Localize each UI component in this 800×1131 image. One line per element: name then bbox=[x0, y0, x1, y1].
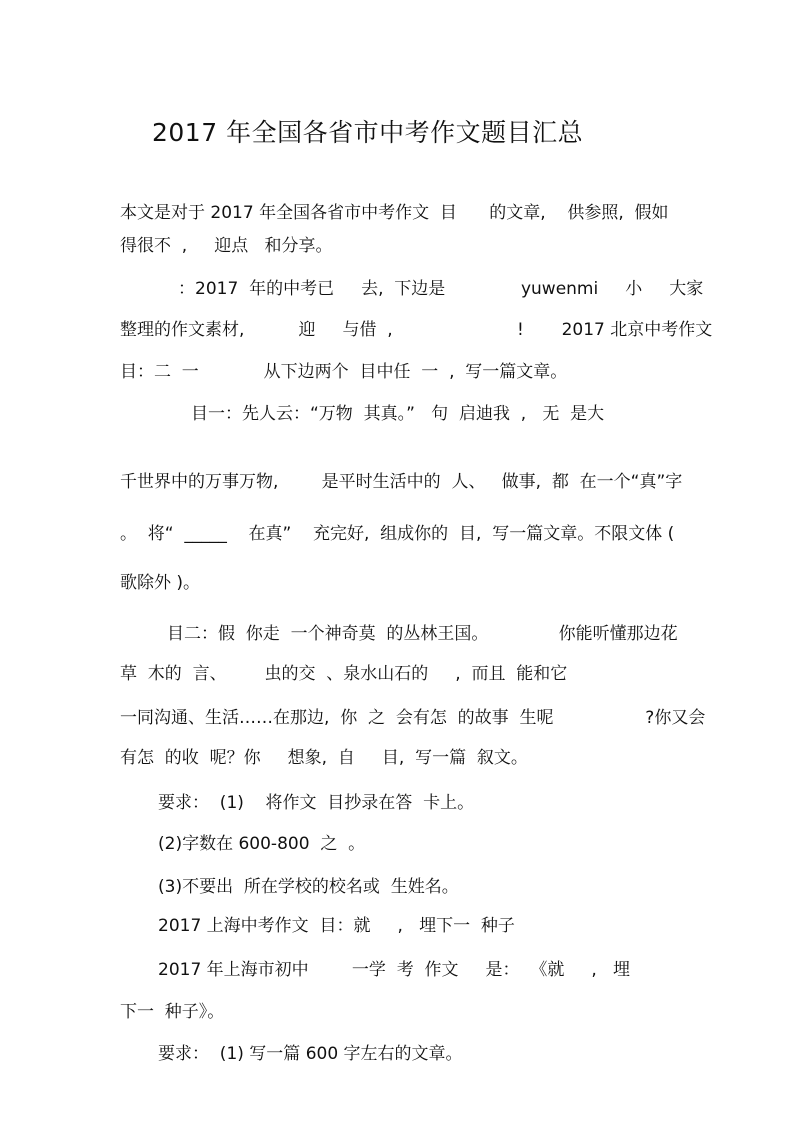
paragraph-line: 目二：假 你走 一个神奇莫 的丛林王国。 你能听懂那边花 bbox=[167, 624, 678, 644]
paragraph-line: 2017 年上海市初中 一学 考 作文 是： 《就 , 埋 bbox=[158, 960, 630, 980]
document-title: 2017 年全国各省市中考作文题目汇总 bbox=[152, 118, 584, 147]
paragraph-line: 目：二 一 从下边两个 目中任 一 , 写一篇文章。 bbox=[120, 362, 568, 382]
requirement-line: 要求： (1) 写一篇 600 字左右的文章。 bbox=[158, 1044, 463, 1064]
requirement-line: (2)字数在 600-800 之 。 bbox=[158, 834, 366, 854]
paragraph-line: 本文是对于 2017 年全国各省市中考作文 目 的文章, 供参照, 假如 bbox=[120, 203, 669, 223]
paragraph-line: ：2017 年的中考已 去, 下边是 yuwenmi 小 大家 bbox=[178, 279, 704, 299]
paragraph-line: 整理的作文素材, 迎 与借 , ! 2017 北京中考作文 bbox=[120, 320, 713, 340]
paragraph-line: 下一 种子》。 bbox=[120, 1002, 225, 1022]
paragraph-line: 得很不 , 迎点 和分享。 bbox=[120, 236, 333, 256]
requirement-line: (3)不要出 所在学校的校名或 生姓名。 bbox=[158, 877, 459, 897]
paragraph-line: 草 木的 言、 虫的交 、泉水山石的 , 而且 能和它 bbox=[120, 664, 568, 684]
requirement-line: 要求： (1) 将作文 目抄录在答 卡上。 bbox=[158, 793, 475, 813]
paragraph-line: 一同沟通、生活……在那边, 你 之 会有怎 的故事 生呢 ?你又会 bbox=[120, 708, 706, 728]
paragraph-line: 歌除外 )。 bbox=[120, 573, 201, 593]
paragraph-line: 千世界中的万事万物, 是平时生活中的 人、 做事, 都 在一个“真”字 bbox=[120, 472, 683, 492]
paragraph-line: 。 将“ _____ 在真” 充完好, 组成你的 目, 写一篇文章。不限文体 ( bbox=[120, 524, 675, 544]
paragraph-line: 有怎 的收 呢？你 想象, 自 目, 写一篇 叙文。 bbox=[120, 748, 528, 768]
section-heading: 2017 上海中考作文 目：就 , 埋下一 种子 bbox=[158, 916, 515, 936]
paragraph-line: 目一：先人云：“万物 其真。” 句 启迪我 , 无 是大 bbox=[191, 404, 605, 424]
